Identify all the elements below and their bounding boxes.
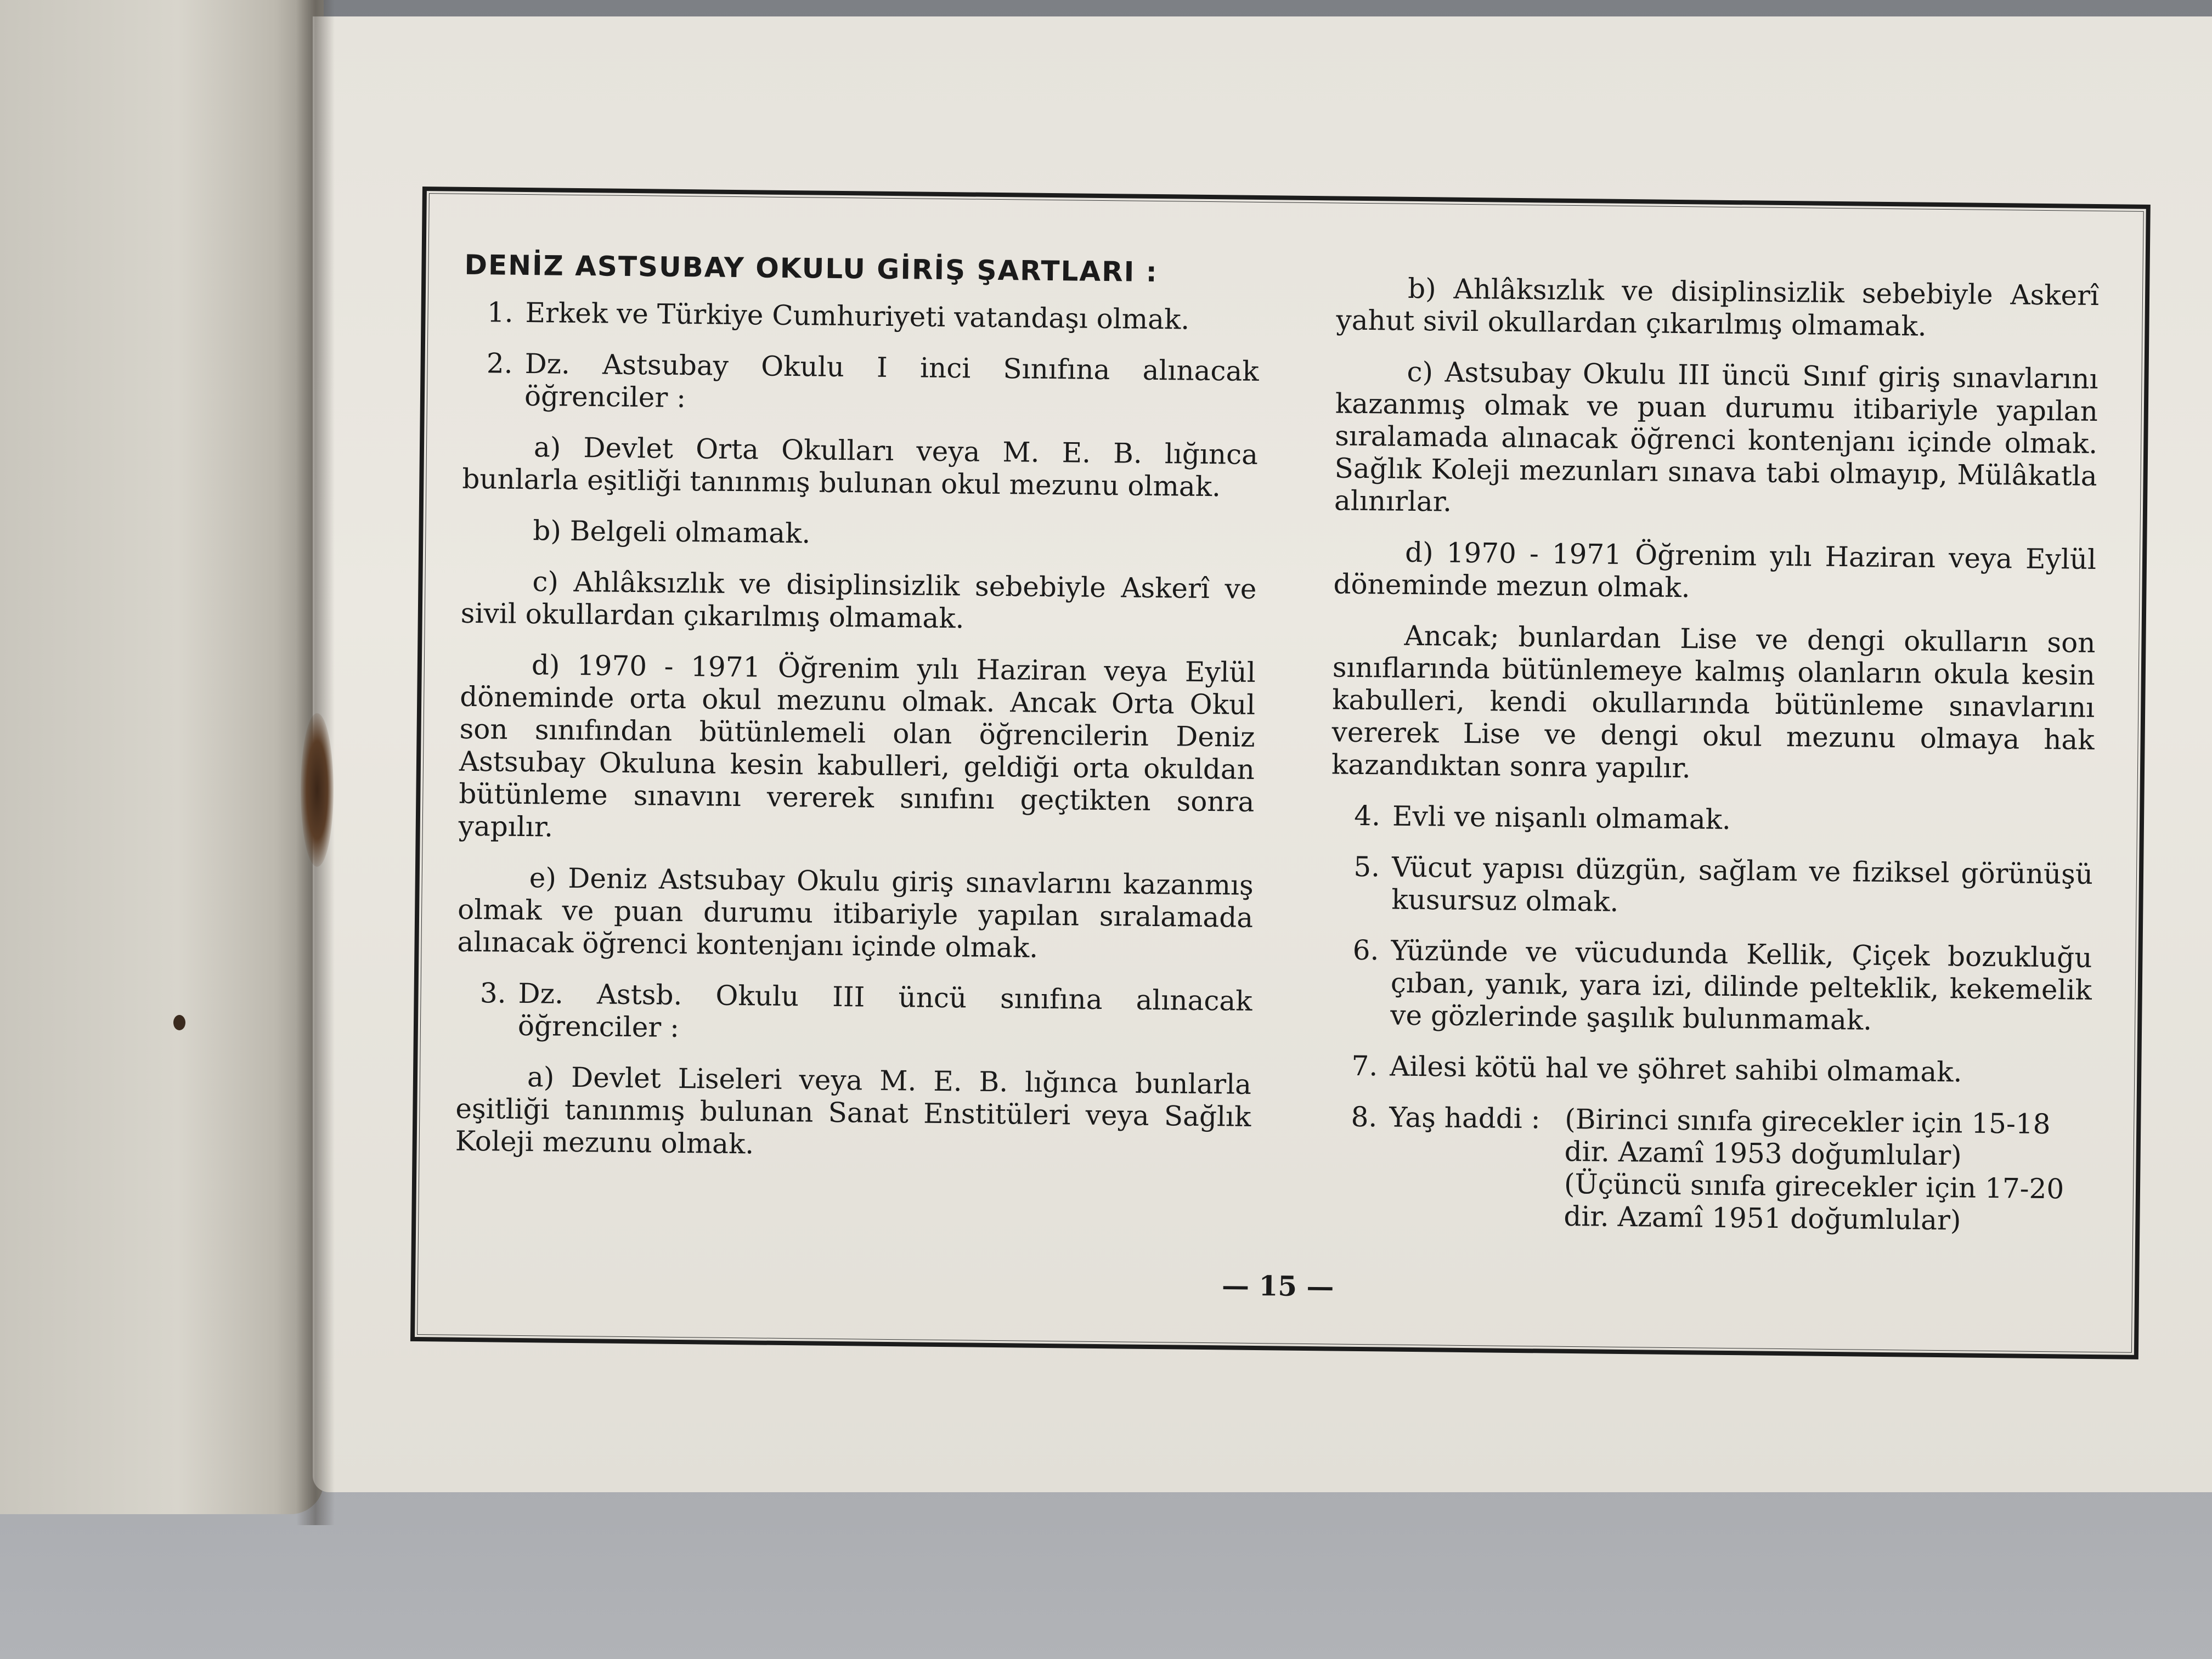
paragraph: Ancak; bunlardan Lise ve dengi okulların son sınıflarında bütünlemeye kalmış olanların okula kesin kabulleri, kendi okullarında bütünleme sınavlarını vererek Lise ve dengi okul mezunu olmaya hak kazandıktan sonra yapılır.: [1331, 619, 2096, 785]
item-text: Ailesi kötü hal ve şöhret sahibi olmamak.: [1390, 1050, 1962, 1088]
paragraph: b) Ahlâksızlık ve disiplinsizlik sebebiyle Askerî yahut sivil okullardan çıkarılmış olmamak.: [1336, 272, 2100, 342]
list-item: [1328, 1049, 2091, 1090]
paragraph: c) Ahlâksızlık ve disiplinsizlik sebebiyle Askerî ve sivil okullardan çıkarılmış olmamak.: [460, 566, 1257, 635]
age-limit-first-class: (Birinci sınıfa girecekler için 15-18 dir. Azamî 1953 doğumlular): [1564, 1103, 2051, 1172]
item-text: Erkek ve Türkiye Cumhuriyeti vatandaşı olmak.: [525, 296, 1190, 336]
list-item: [1329, 934, 2092, 1039]
age-limit-third-class: (Üçüncü sınıfa girecekler için 17-20 dir. Azamî 1951 doğumlular): [1564, 1167, 2064, 1237]
item-number: 2.: [486, 347, 513, 380]
list-item: [463, 347, 1259, 420]
item-text: Vücut yapısı düzgün, sağlam ve fiziksel görünüşü kusursuz olmak.: [1391, 851, 2094, 918]
paragraph: b) Belgeli olmamak.: [533, 515, 811, 550]
list-item: [1331, 799, 2094, 840]
item-number: 8.: [1351, 1101, 1378, 1133]
paragraph: c) Astsubay Okulu III üncü Sınıf giriş sınavlarını kazanmış olmak ve puan durumu itibariyle yapılan sıralamada alınacak öğrenci kontenjanı içinde olmak. Sağlık Koleji mezunları sınava tabi olmayıp, Mülâkatla alınırlar.: [1334, 356, 2098, 518]
item-text: Dz. Astsb. Okulu III üncü sınıfına alınacak öğrenciler :: [517, 977, 1252, 1043]
left-page: [0, 0, 324, 1514]
item-number: 7.: [1351, 1049, 1378, 1082]
item-number: 3.: [479, 977, 506, 1009]
paragraph: d) 1970 - 1971 Öğrenim yılı Haziran veya Eylül döneminde mezun olmak.: [1333, 536, 2097, 604]
page-stain: [301, 713, 334, 867]
page-spot: [173, 1015, 185, 1030]
left-column: [455, 191, 1261, 1184]
age-limit-values: [1564, 1103, 2090, 1238]
item-text: Evli ve nişanlı olmamak.: [1392, 800, 1731, 836]
item-number: 4.: [1354, 799, 1381, 832]
right-column: [1327, 272, 2099, 1238]
item-number: 1.: [487, 296, 514, 329]
list-item: [456, 977, 1252, 1050]
item-text: Yüzünde ve vücudunda Kellik, Çiçek bozukluğu çıban, yanık, yara izi, dilinde pelteklik, kekemelik ve gözlerinde şaşılık bulunmamak.: [1390, 934, 2092, 1036]
item-number: 5.: [1353, 850, 1380, 883]
page-heading: DENİZ ASTSUBAY OKULU GİRİŞ ŞARTLARI :: [464, 249, 1158, 289]
age-limit-item: [1327, 1101, 2090, 1238]
age-limit-label: Yaş haddi :: [1389, 1101, 1541, 1135]
page-frame: [410, 187, 2151, 1359]
item-number: 6.: [1352, 934, 1379, 967]
paragraph: d) 1970 - 1971 Öğrenim yılı Haziran veya Eylül döneminde orta okul mezunu olmak. Ancak Orta Okul son sınıfından bütünlemeli olan öğrencilerin Deniz Astsubay Okuluna kesin kabulleri, geldiği orta okuldan bütünleme sınavını vererek sınıfını geçtikten sonra yapılır.: [458, 649, 1256, 843]
paragraph: e) Deniz Astsubay Okulu giriş sınavlarını kazanmış olmak ve puan durumu itibariyle yapılan sıralamada alınacak öğrenci kontenjanı içinde olmak.: [457, 862, 1254, 964]
paragraph: a) Devlet Orta Okulları veya M. E. B. lığınca bunlarla eşitliği tanınmış bulunan okul mezunu olmak.: [462, 431, 1259, 503]
list-item: [464, 296, 1260, 337]
list-item: [1330, 850, 2093, 923]
item-text: Dz. Astsubay Okulu I inci Sınıfına alınacak öğrenciler :: [524, 347, 1259, 414]
page-number: — 15 —: [1221, 1269, 1334, 1303]
paragraph: a) Devlet Liseleri veya M. E. B. lığınca bunlarla eşitliği tanınmış bulunan Sanat Enstitüleri veya Sağlık Koleji mezunu olmak.: [455, 1061, 1252, 1160]
